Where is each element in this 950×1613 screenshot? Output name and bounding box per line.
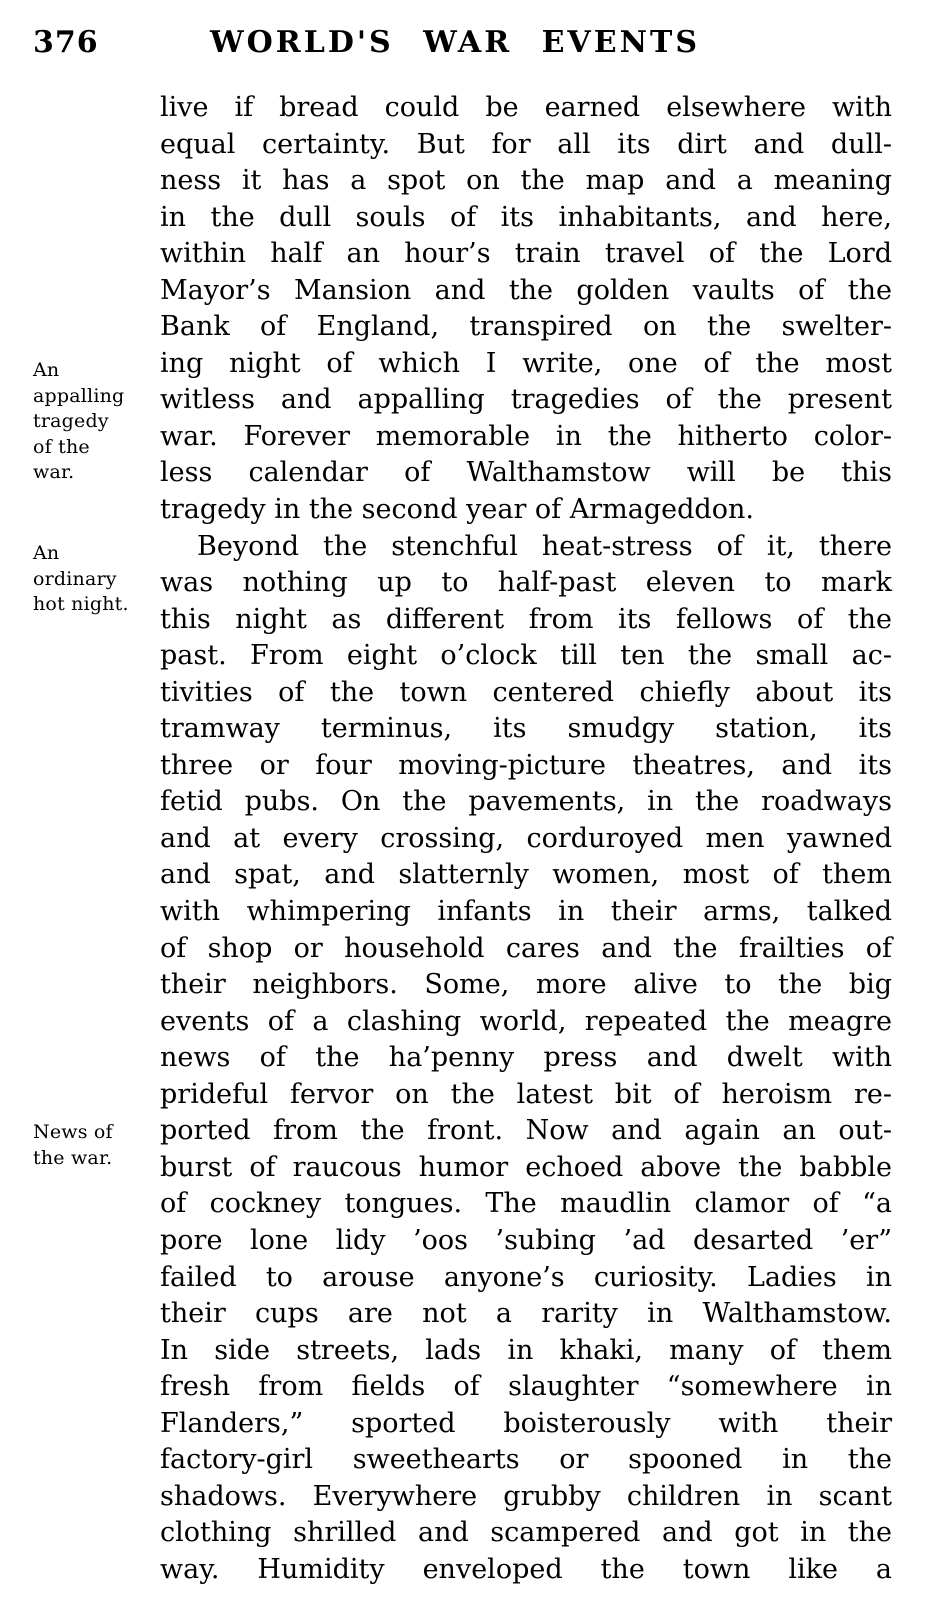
text-line: failed to arouse anyone’s curiosity. Ladies in [160,1261,892,1293]
margin-note-ordinary-hot-night [33,541,155,618]
text-line: in the dull souls of its inhabitants, and here, [160,201,892,233]
running-title: WORLD'S WAR EVENTS [209,25,700,60]
text-line: less calendar of Walthamstow will be this [160,457,892,489]
margin-note-line: of the [33,435,90,458]
page-number: 376 [33,25,99,60]
margin-note-line: ordinary [33,567,117,590]
text-line: their neighbors. Some, more alive to the big [160,969,892,1001]
margin-note-line: appalling [33,384,125,407]
text-line: of cockney tongues. The maudlin clamor of “a [160,1188,892,1220]
text-line: factory-girl sweethearts or spooned in the [160,1444,892,1476]
text-line: live if bread could be earned elsewhere with [160,92,892,123]
text-line: pore lone lidy ’oos ’subing ’ad desarted ’er” [160,1224,892,1256]
text-line: and spat, and slatternly women, most of them [160,859,892,891]
text-line: ness it has a spot on the map and a meaning [160,165,892,197]
margin-note-appalling-tragedy [33,358,155,486]
margin-note-line: An [33,542,60,564]
paragraph-2 [160,529,892,1589]
text-line: fresh from fields of slaughter “somewhere in [160,1371,892,1403]
text-line: Flanders,” sported boisterously with their [160,1407,892,1439]
text-line: was nothing up to half-past eleven to mark [160,567,892,599]
text-line: three or four moving-picture theatres, and its [160,749,892,781]
text-line: Mayor’s Mansion and the golden vaults of the [160,274,892,306]
text-line: ing night of which I write, one of the most [160,347,892,379]
text-line: tivities of the town centered chiefly about its [160,676,892,708]
margin-note-line: News of [33,1121,113,1143]
paragraph-1 [160,90,892,529]
margin-note-line: tragedy [33,410,109,432]
text-line: news of the ha’penny press and dwelt with [160,1042,892,1074]
text-line: this night as different from its fellows of the [160,603,892,635]
text-line: witless and appalling tragedies of the present [160,384,892,416]
text-line: events of a clashing world, repeated the meagre [160,1005,892,1037]
text-line: Bank of England, transpired on the swelter- [160,311,892,343]
text-line: war. Forever memorable in the hitherto color- [160,420,892,452]
margin-note-news-of-the-war [33,1120,155,1171]
text-line: In side streets, lads in khaki, many of them [160,1334,892,1366]
body-text [160,90,892,1588]
text-line: with whimpering infants in their arms, talked [160,896,892,928]
margin-note-line: hot night. [33,593,129,615]
text-line: prideful fervor on the latest bit of heroism re- [160,1078,892,1110]
text-line: equal certainty. But for all its dirt and dull- [160,128,892,160]
text-line: Beyond the stenchful heat-stress of it, there [197,530,892,562]
text-line: shadows. Everywhere grubby children in scant [160,1480,892,1512]
text-line: within half an hour’s train travel of the Lord [160,238,892,270]
text-line: tramway terminus, its smudgy station, its [160,713,892,745]
text-line: ported from the front. Now and again an out- [160,1115,892,1147]
text-line: past. From eight o’clock till ten the small ac- [160,640,892,672]
text-line: fetid pubs. On the pavements, in the roadways [160,786,892,818]
text-line: of shop or household cares and the frailties of [160,932,892,964]
text-line: burst of raucous humor echoed above the babble [160,1151,892,1183]
text-line: and at every crossing, corduroyed men yawned [160,822,892,854]
margin-note-line: the war. [33,1146,113,1169]
text-line: way. Humidity enveloped the town like a [160,1553,892,1585]
text-line: clothing shrilled and scampered and got in the [160,1517,892,1549]
margin-note-line: An [33,359,60,381]
text-line: their cups are not a rarity in Walthamstow. [160,1298,892,1330]
text-line: tragedy in the second year of Armageddon. [160,494,754,526]
margin-note-line: war. [33,461,75,483]
